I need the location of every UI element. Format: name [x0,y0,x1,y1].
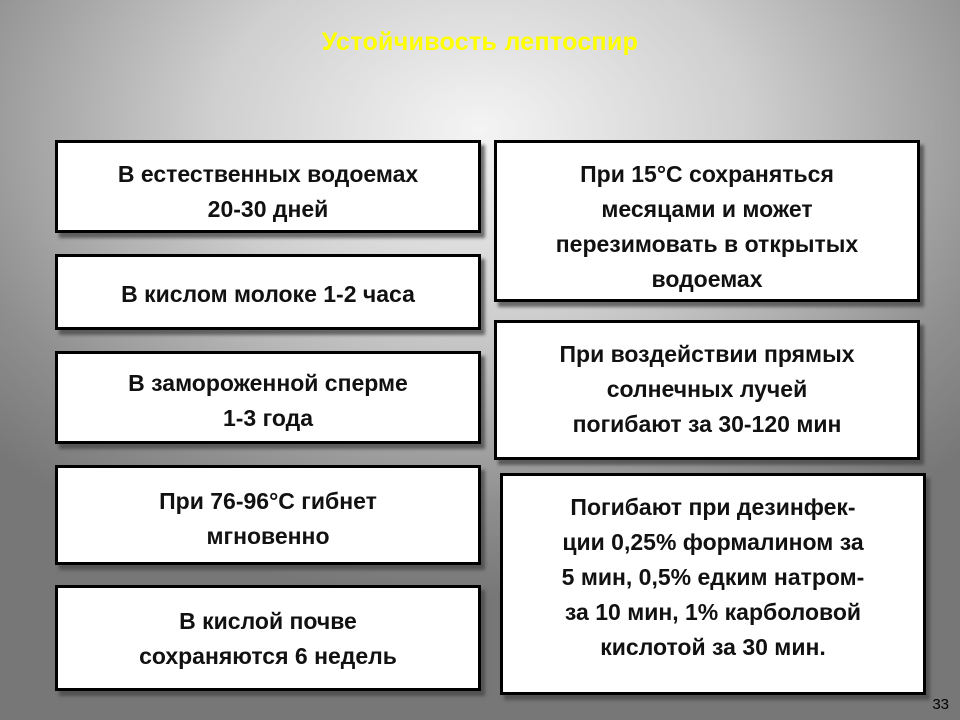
fact-line: сохраняются 6 недель [139,643,397,669]
fact-line: мгновенно [206,523,330,549]
fact-box-acid-soil [55,585,481,691]
fact-line: В замороженной сперме [128,370,408,396]
fact-line: солнечных лучей [606,376,808,402]
fact-line: водоемах [651,266,763,292]
fact-line: 20-30 дней [207,196,329,222]
fact-line: 1-3 года [222,405,314,431]
slide-title: Устойчивость лептоспир [321,28,639,56]
fact-box-water [55,140,481,233]
fact-box-heat [55,465,481,565]
fact-box-sour-milk [55,254,481,330]
fact-line: за 10 мин, 1% карболовой [564,599,862,625]
fact-line: перезимовать в открытых [555,231,859,257]
fact-box-disinfection [500,473,926,695]
fact-line: месяцами и может [601,196,813,222]
fact-line: ции 0,25% формалином за [562,529,864,555]
fact-line: 5 мин, 0,5% едким натром- [561,564,865,590]
fact-line: При воздействии прямых [559,341,855,367]
fact-line: При 76-96°С гибнет [159,488,377,514]
fact-box-15c [494,140,920,302]
fact-line: При 15°С сохраняться [580,161,834,187]
fact-box-sunlight [494,320,920,460]
page-number: 33 [932,696,949,713]
fact-line: В кислой почве [179,608,357,634]
fact-line: Погибают при дезинфек- [570,494,856,520]
fact-line: кислотой за 30 мин. [600,634,826,660]
fact-line: В естественных водоемах [117,161,419,187]
fact-line: В кислом молоке 1-2 часа [121,281,415,307]
fact-line: погибают за 30-120 мин [572,411,842,437]
fact-box-frozen-sperm [55,351,481,444]
